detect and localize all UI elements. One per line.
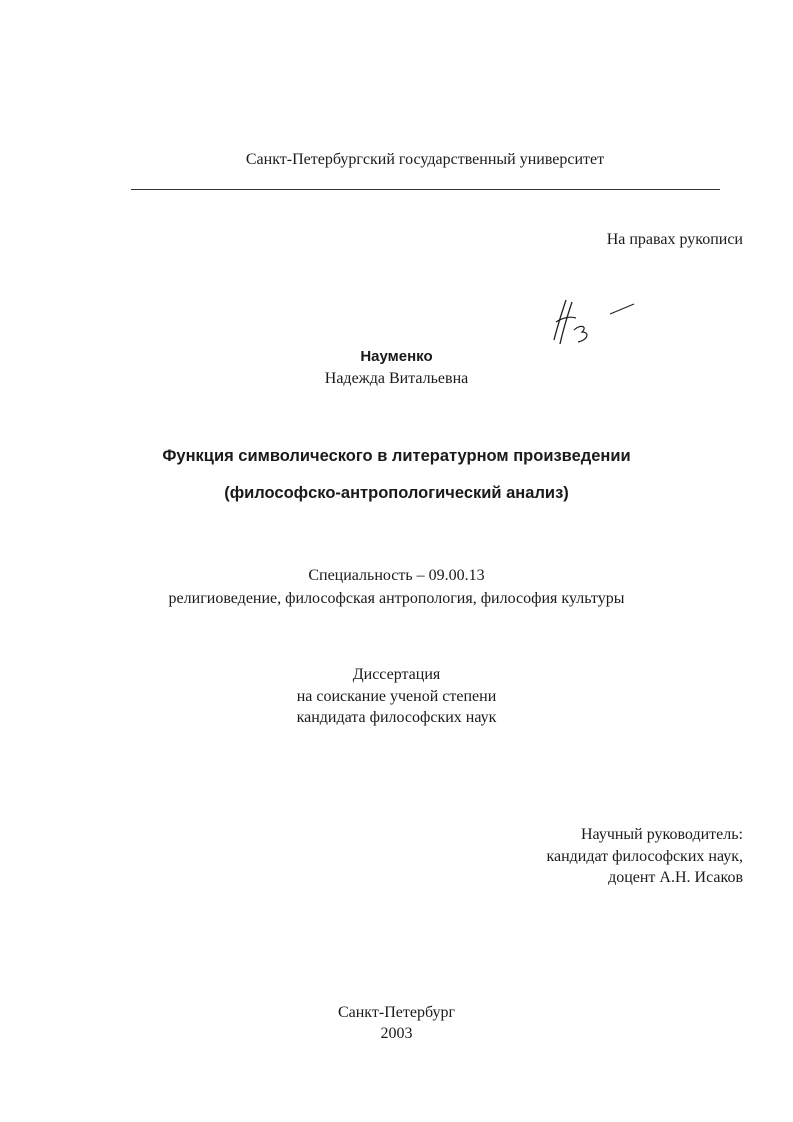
header-divider (131, 189, 720, 190)
advisor-name: доцент А.Н. Исаков (608, 869, 743, 886)
advisor-degree: кандидат философских наук, (546, 848, 743, 865)
city: Санкт-Петербург (337, 1004, 456, 1021)
degree-name: кандидата философских наук (296, 709, 497, 726)
author-given-names: Надежда Витальевна (324, 370, 469, 387)
university-name: Санкт-Петербургский государственный университет (245, 151, 605, 168)
dissertation-title: Функция символического в литературном произведении (162, 447, 631, 465)
dissertation-subtitle: (философско-антропологический анализ) (224, 484, 569, 502)
handwritten-signature (548, 296, 638, 348)
degree-purpose: на соискание ученой степени (296, 688, 497, 705)
dissertation-type: Диссертация (352, 666, 441, 683)
year: 2003 (380, 1025, 413, 1042)
specialty-code: Специальность – 09.00.13 (308, 567, 485, 584)
author-surname: Науменко (360, 348, 433, 365)
advisor-heading: Научный руководитель: (580, 826, 743, 843)
specialty-description: религиоведение, философская антропология, философия культуры (168, 590, 625, 607)
manuscript-note: На правах рукописи (606, 231, 743, 248)
